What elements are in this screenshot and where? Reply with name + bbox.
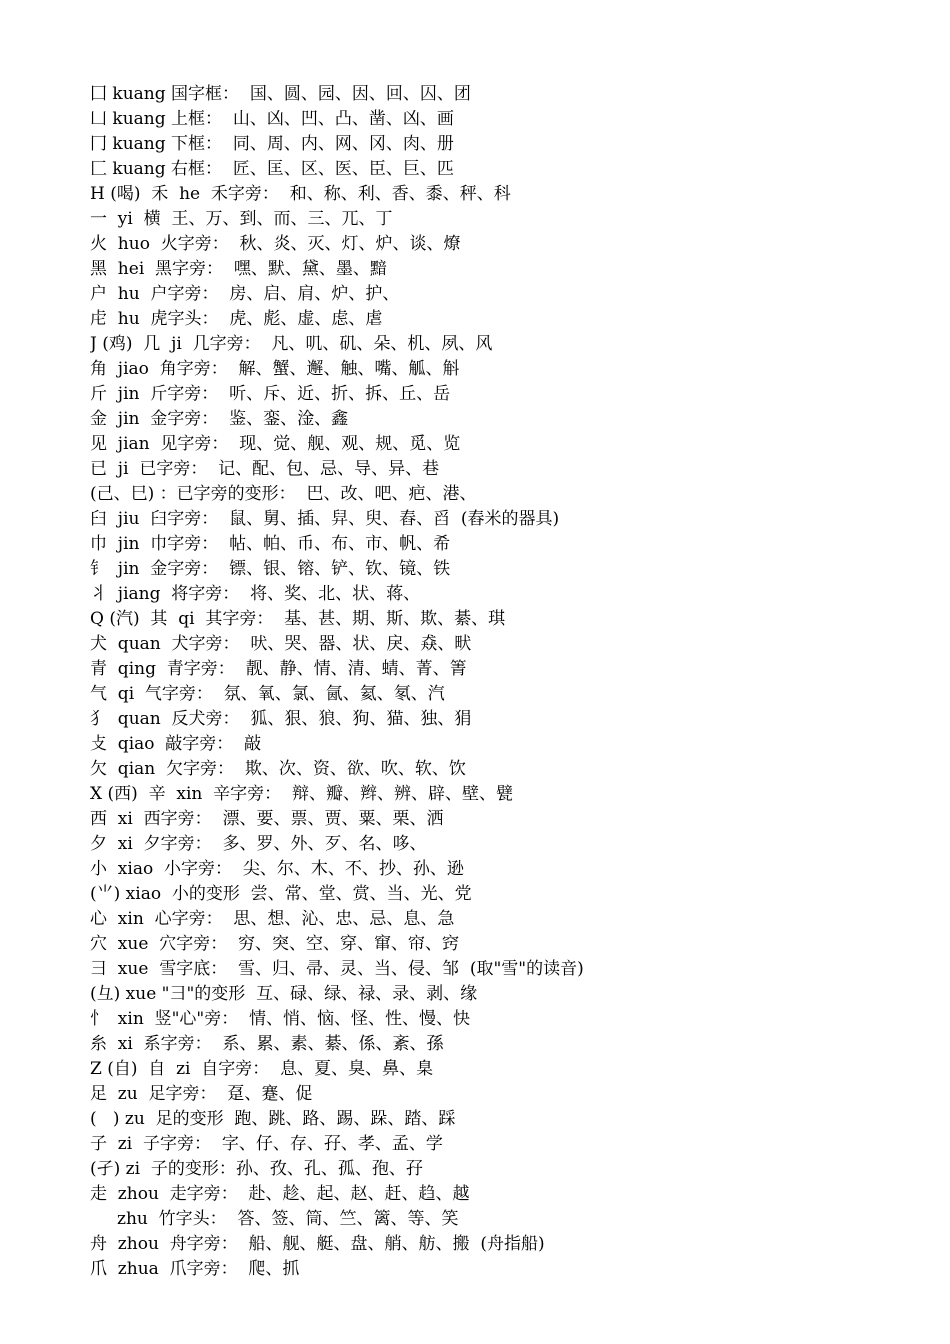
radical-line: 丬 jiang 将字旁： 将、奖、北、状、蒋、: [90, 584, 421, 604]
radical-line: 子 zi 子字旁： 字、仔、存、孖、孝、孟、学: [90, 1134, 443, 1154]
radical-line: 舟 zhou 舟字旁： 船、舰、艇、盘、艄、舫、搬 (舟指船): [90, 1234, 545, 1254]
radical-line: 金 jin 金字旁： 鉴、銮、淦、鑫: [90, 409, 349, 429]
radical-line: X (西) 辛 xin 辛字旁： 辩、瓣、辫、辨、辟、壁、甓: [90, 784, 513, 804]
radical-line: 火 huo 火字旁： 秋、炎、灭、灯、炉、谈、燎: [90, 234, 461, 254]
radical-line: 夕 xi 夕字旁： 多、罗、外、歹、名、哆、: [90, 834, 427, 854]
radical-line: Z (自) 自 zi 自字旁： 息、夏、臭、鼻、臬: [90, 1059, 434, 1079]
radical-line: 一 yi 横 王、万、到、而、三、兀、丁: [90, 209, 393, 229]
radical-line: 足 zu 足字旁： 趸、蹇、促: [90, 1084, 313, 1104]
radical-line: 黑 hei 黑字旁： 嘿、默、黛、墨、黯: [90, 259, 387, 279]
radical-line: 犬 quan 犬字旁： 吠、哭、器、状、戾、猋、畎: [90, 634, 472, 654]
radical-line: Q (汽) 其 qi 其字旁： 基、甚、期、斯、欺、綦、琪: [90, 609, 506, 629]
radical-line: 糸 xi 系字旁： 系、累、素、綦、係、紊、孫: [90, 1034, 444, 1054]
radical-line: 犭 quan 反犬旁： 狐、狠、狼、狗、猫、独、狷: [90, 709, 472, 729]
radical-line: zhu 竹字头： 答、签、筒、竺、篱、等、笑: [90, 1209, 459, 1229]
radical-line: 西 xi 西字旁： 漂、要、票、贾、粟、栗、洒: [90, 809, 444, 829]
radical-line: 心 xin 心字旁： 思、想、沁、忠、忌、息、急: [90, 909, 455, 929]
radical-line: 见 jian 见字旁： 现、觉、舰、观、规、觅、览: [90, 434, 461, 454]
radical-line: 角 jiao 角字旁： 解、蟹、邂、触、嘴、觚、斛: [90, 359, 460, 379]
radical-line: 青 qing 青字旁： 靓、静、情、清、蜻、菁、箐: [90, 659, 467, 679]
radical-line: 穴 xue 穴字旁： 穷、突、空、穿、窜、帘、窍: [90, 934, 460, 954]
radical-line: 钅 jin 金字旁： 镖、银、镕、铲、钦、镜、铁: [90, 559, 451, 579]
radical-line: (⺌) xiao 小的变形 尝、常、堂、赏、当、光、党: [90, 884, 472, 904]
radical-line: 气 qi 气字旁： 氛、氧、氯、氤、氦、氡、汽: [90, 684, 445, 704]
radical-line: H (喝) 禾 he 禾字旁： 和、称、利、香、黍、秤、科: [90, 184, 511, 204]
radical-line: (孑) zi 子的变形：孙、孜、孔、孤、孢、孖: [90, 1159, 423, 1179]
radical-line: 囗 kuang 国字框： 国、圆、园、因、回、囚、团: [90, 84, 471, 104]
radical-line: 攴 qiao 敲字旁： 敲: [90, 734, 262, 754]
radical-line: 已 ji 已字旁： 记、配、包、忌、导、异、巷: [90, 459, 440, 479]
radical-line: 爪 zhua 爪字旁： 爬、抓: [90, 1259, 300, 1279]
radical-line: 凵 kuang 上框： 山、凶、凹、凸、凿、凶、画: [90, 109, 454, 129]
radical-line: 彐 xue 雪字底： 雪、归、帚、灵、当、侵、邹 (取"雪"的读音): [90, 959, 584, 979]
radical-line: 小 xiao 小字旁： 尖、尔、木、不、抄、孙、逊: [90, 859, 464, 879]
radical-line: ( ) zu 足的变形 跑、跳、路、踢、跺、踏、踩: [90, 1109, 456, 1129]
radical-line: (己、巳) ：已字旁的变形： 巴、改、吧、疤、港、: [90, 484, 477, 504]
radical-line: 欠 qian 欠字旁： 欺、次、资、欲、吹、软、饮: [90, 759, 466, 779]
radical-line: 巾 jin 巾字旁： 帖、帕、币、布、市、帆、希: [90, 534, 451, 554]
radical-line: 斤 jin 斤字旁： 听、斥、近、折、拆、丘、岳: [90, 384, 451, 404]
radical-line: 户 hu 户字旁： 房、启、肩、炉、护、: [90, 284, 400, 304]
radical-list: [90, 82, 910, 1282]
radical-line: 冂 kuang 下框： 同、周、内、网、冈、肉、册: [90, 134, 454, 154]
radical-line: 匚 kuang 右框： 匠、匡、区、医、臣、巨、匹: [90, 159, 454, 179]
radical-line: 臼 jiu 臼字旁： 鼠、舅、插、舁、臾、舂、舀 (舂米的器具): [90, 509, 560, 529]
radical-line: 虍 hu 虎字头： 虎、彪、虚、虑、虐: [90, 309, 383, 329]
radical-line: J (鸡) 几 ji 几字旁： 凡、叽、矶、朵、机、夙、风: [90, 334, 493, 354]
radical-line: 忄 xin 竖"心"旁： 情、悄、恼、怪、性、慢、快: [90, 1009, 471, 1029]
radical-line: 走 zhou 走字旁： 赴、趁、起、赵、赶、趋、越: [90, 1184, 470, 1204]
radical-line: (彑) xue "彐"的变形 互、碌、绿、禄、录、剥、缘: [90, 984, 478, 1004]
